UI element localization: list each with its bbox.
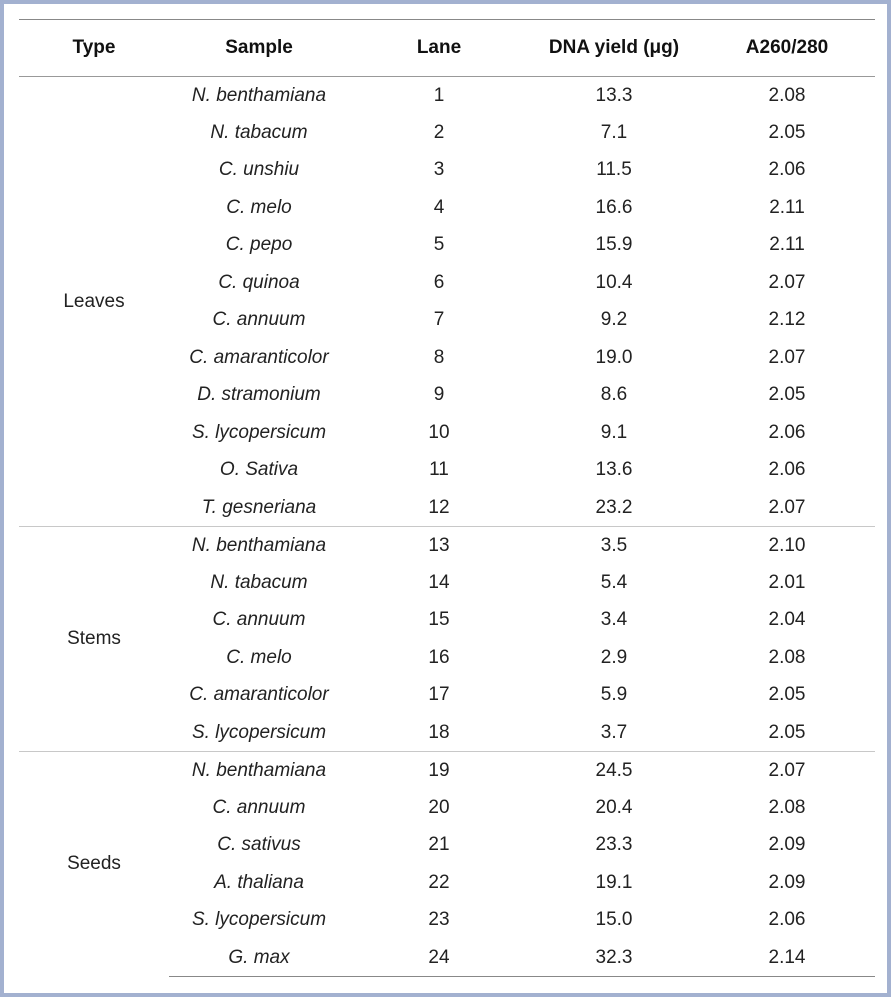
type-cell: Stems bbox=[19, 527, 169, 752]
dna-yield-cell: 32.3 bbox=[529, 939, 699, 977]
dna-yield-cell: 19.1 bbox=[595, 871, 633, 893]
dna-yield-cell: 19.0 bbox=[595, 346, 633, 368]
sample-cell: N. benthamiana bbox=[169, 752, 349, 790]
sample-cell: S. lycopersicum bbox=[191, 909, 327, 931]
dna-yield-cell: 23.3 bbox=[595, 834, 633, 856]
a260-280-cell: 2.05 bbox=[768, 684, 806, 706]
group-leaves bbox=[19, 77, 875, 527]
header-dna-yield: DNA yield (μg) bbox=[529, 20, 699, 77]
a260-280-cell: 2.04 bbox=[768, 609, 806, 631]
a260-280-cell: 2.14 bbox=[699, 939, 875, 977]
dna-yield-cell: 8.6 bbox=[600, 384, 628, 406]
header-lane: Lane bbox=[349, 20, 529, 77]
a260-280-cell: 2.10 bbox=[699, 527, 875, 565]
header-sample: Sample bbox=[169, 20, 349, 77]
sample-cell: N. benthamiana bbox=[169, 527, 349, 565]
table-row bbox=[19, 527, 875, 565]
header-a260-280: A260/280 bbox=[699, 20, 875, 77]
dna-yield-cell: 11.5 bbox=[596, 159, 632, 181]
a260-280-cell: 2.07 bbox=[768, 496, 806, 518]
dna-yield-cell: 3.5 bbox=[529, 527, 699, 565]
lane-cell: 21 bbox=[428, 834, 450, 856]
lane-cell: 6 bbox=[433, 271, 445, 293]
a260-280-cell: 2.06 bbox=[768, 421, 806, 443]
a260-280-cell: 2.08 bbox=[768, 84, 806, 106]
header-row bbox=[19, 20, 875, 77]
dna-yield-cell: 20.4 bbox=[595, 796, 633, 818]
sample-cell: A. thaliana bbox=[214, 871, 304, 893]
sample-cell: C. quinoa bbox=[218, 271, 300, 293]
a260-280-cell: 2.06 bbox=[768, 159, 806, 181]
sample-cell: C. amaranticolor bbox=[189, 684, 329, 706]
lane-cell: 1 bbox=[433, 84, 445, 106]
table-header bbox=[19, 20, 875, 77]
a260-280-cell: 2.06 bbox=[768, 459, 806, 481]
lane-cell: 9 bbox=[433, 384, 445, 406]
sample-cell: C. pepo bbox=[225, 234, 293, 256]
a260-280-cell: 2.05 bbox=[768, 121, 806, 143]
table-row bbox=[19, 752, 875, 790]
sample-cell: C. annuum bbox=[212, 796, 306, 818]
dna-yield-table bbox=[19, 19, 875, 977]
sample-cell: N. tabacum bbox=[210, 571, 308, 593]
sample-cell: C. melo bbox=[226, 646, 292, 668]
lane-cell: 7 bbox=[433, 309, 445, 331]
dna-yield-cell: 7.1 bbox=[600, 121, 628, 143]
type-cell: Seeds bbox=[19, 752, 169, 977]
lane-cell: 17 bbox=[428, 684, 450, 706]
a260-280-cell: 2.08 bbox=[768, 796, 806, 818]
dna-yield-cell: 24.5 bbox=[529, 752, 699, 790]
a260-280-cell: 2.05 bbox=[768, 721, 806, 743]
lane-cell: 13 bbox=[349, 527, 529, 565]
lane-cell: 3 bbox=[433, 159, 445, 181]
a260-280-cell: 2.08 bbox=[768, 646, 806, 668]
group-stems bbox=[19, 527, 875, 752]
dna-yield-cell: 2.9 bbox=[600, 646, 628, 668]
lane-cell: 16 bbox=[428, 646, 450, 668]
dna-yield-cell: 9.2 bbox=[600, 309, 628, 331]
dna-yield-cell: 13.3 bbox=[595, 84, 633, 106]
sample-cell: C. sativus bbox=[217, 834, 301, 856]
lane-cell: 11 bbox=[429, 459, 449, 481]
lane-cell: 8 bbox=[433, 346, 445, 368]
a260-280-cell: 2.11 bbox=[769, 234, 805, 256]
sample-cell: C. amaranticolor bbox=[189, 346, 329, 368]
type-cell: Leaves bbox=[63, 290, 125, 312]
sample-cell: T. gesneriana bbox=[201, 496, 317, 518]
sample-cell: S. lycopersicum bbox=[191, 421, 327, 443]
lane-cell: 12 bbox=[428, 496, 450, 518]
a260-280-cell: 2.05 bbox=[768, 384, 806, 406]
dna-yield-cell: 23.2 bbox=[595, 496, 633, 518]
a260-280-cell: 2.01 bbox=[768, 571, 806, 593]
header-type: Type bbox=[19, 20, 169, 77]
lane-cell: 2 bbox=[433, 121, 445, 143]
dna-yield-cell: 15.0 bbox=[595, 909, 633, 931]
group-seeds bbox=[19, 752, 875, 977]
lane-cell: 22 bbox=[428, 871, 450, 893]
dna-yield-cell: 3.7 bbox=[600, 721, 628, 743]
lane-cell: 18 bbox=[428, 721, 450, 743]
lane-cell: 5 bbox=[433, 234, 445, 256]
a260-280-cell: 2.12 bbox=[768, 309, 806, 331]
lane-cell: 10 bbox=[428, 421, 450, 443]
sample-cell: D. stramonium bbox=[197, 384, 321, 406]
a260-280-cell: 2.07 bbox=[699, 752, 875, 790]
a260-280-cell: 2.09 bbox=[768, 871, 806, 893]
a260-280-cell: 2.07 bbox=[768, 346, 806, 368]
sample-cell: O. Sativa bbox=[219, 459, 299, 481]
a260-280-cell: 2.09 bbox=[768, 834, 806, 856]
dna-yield-cell: 10.4 bbox=[595, 271, 633, 293]
sample-cell: C. annuum bbox=[212, 609, 306, 631]
lane-cell: 14 bbox=[428, 571, 450, 593]
lane-cell: 24 bbox=[349, 939, 529, 977]
dna-yield-cell: 9.1 bbox=[600, 421, 628, 443]
dna-yield-cell: 15.9 bbox=[595, 234, 633, 256]
lane-cell: 23 bbox=[428, 909, 450, 931]
sample-cell: C. melo bbox=[226, 196, 292, 218]
sample-cell: N. tabacum bbox=[210, 121, 308, 143]
sample-cell: S. lycopersicum bbox=[191, 721, 327, 743]
sample-cell: C. annuum bbox=[212, 309, 306, 331]
dna-yield-cell: 5.4 bbox=[600, 571, 628, 593]
table-row bbox=[19, 77, 875, 115]
sample-cell: N. benthamiana bbox=[191, 84, 327, 106]
lane-cell: 4 bbox=[433, 196, 445, 218]
dna-yield-cell: 5.9 bbox=[600, 684, 628, 706]
a260-280-cell: 2.11 bbox=[769, 196, 805, 218]
lane-cell: 19 bbox=[349, 752, 529, 790]
dna-yield-cell: 13.6 bbox=[595, 459, 633, 481]
sample-cell: C. unshiu bbox=[218, 159, 300, 181]
a260-280-cell: 2.06 bbox=[768, 909, 806, 931]
a260-280-cell: 2.07 bbox=[768, 271, 806, 293]
lane-cell: 15 bbox=[428, 609, 450, 631]
table-frame bbox=[4, 4, 887, 993]
dna-yield-cell: 16.6 bbox=[595, 196, 633, 218]
sample-cell: G. max bbox=[169, 939, 349, 977]
lane-cell: 20 bbox=[428, 796, 450, 818]
dna-yield-cell: 3.4 bbox=[600, 609, 628, 631]
